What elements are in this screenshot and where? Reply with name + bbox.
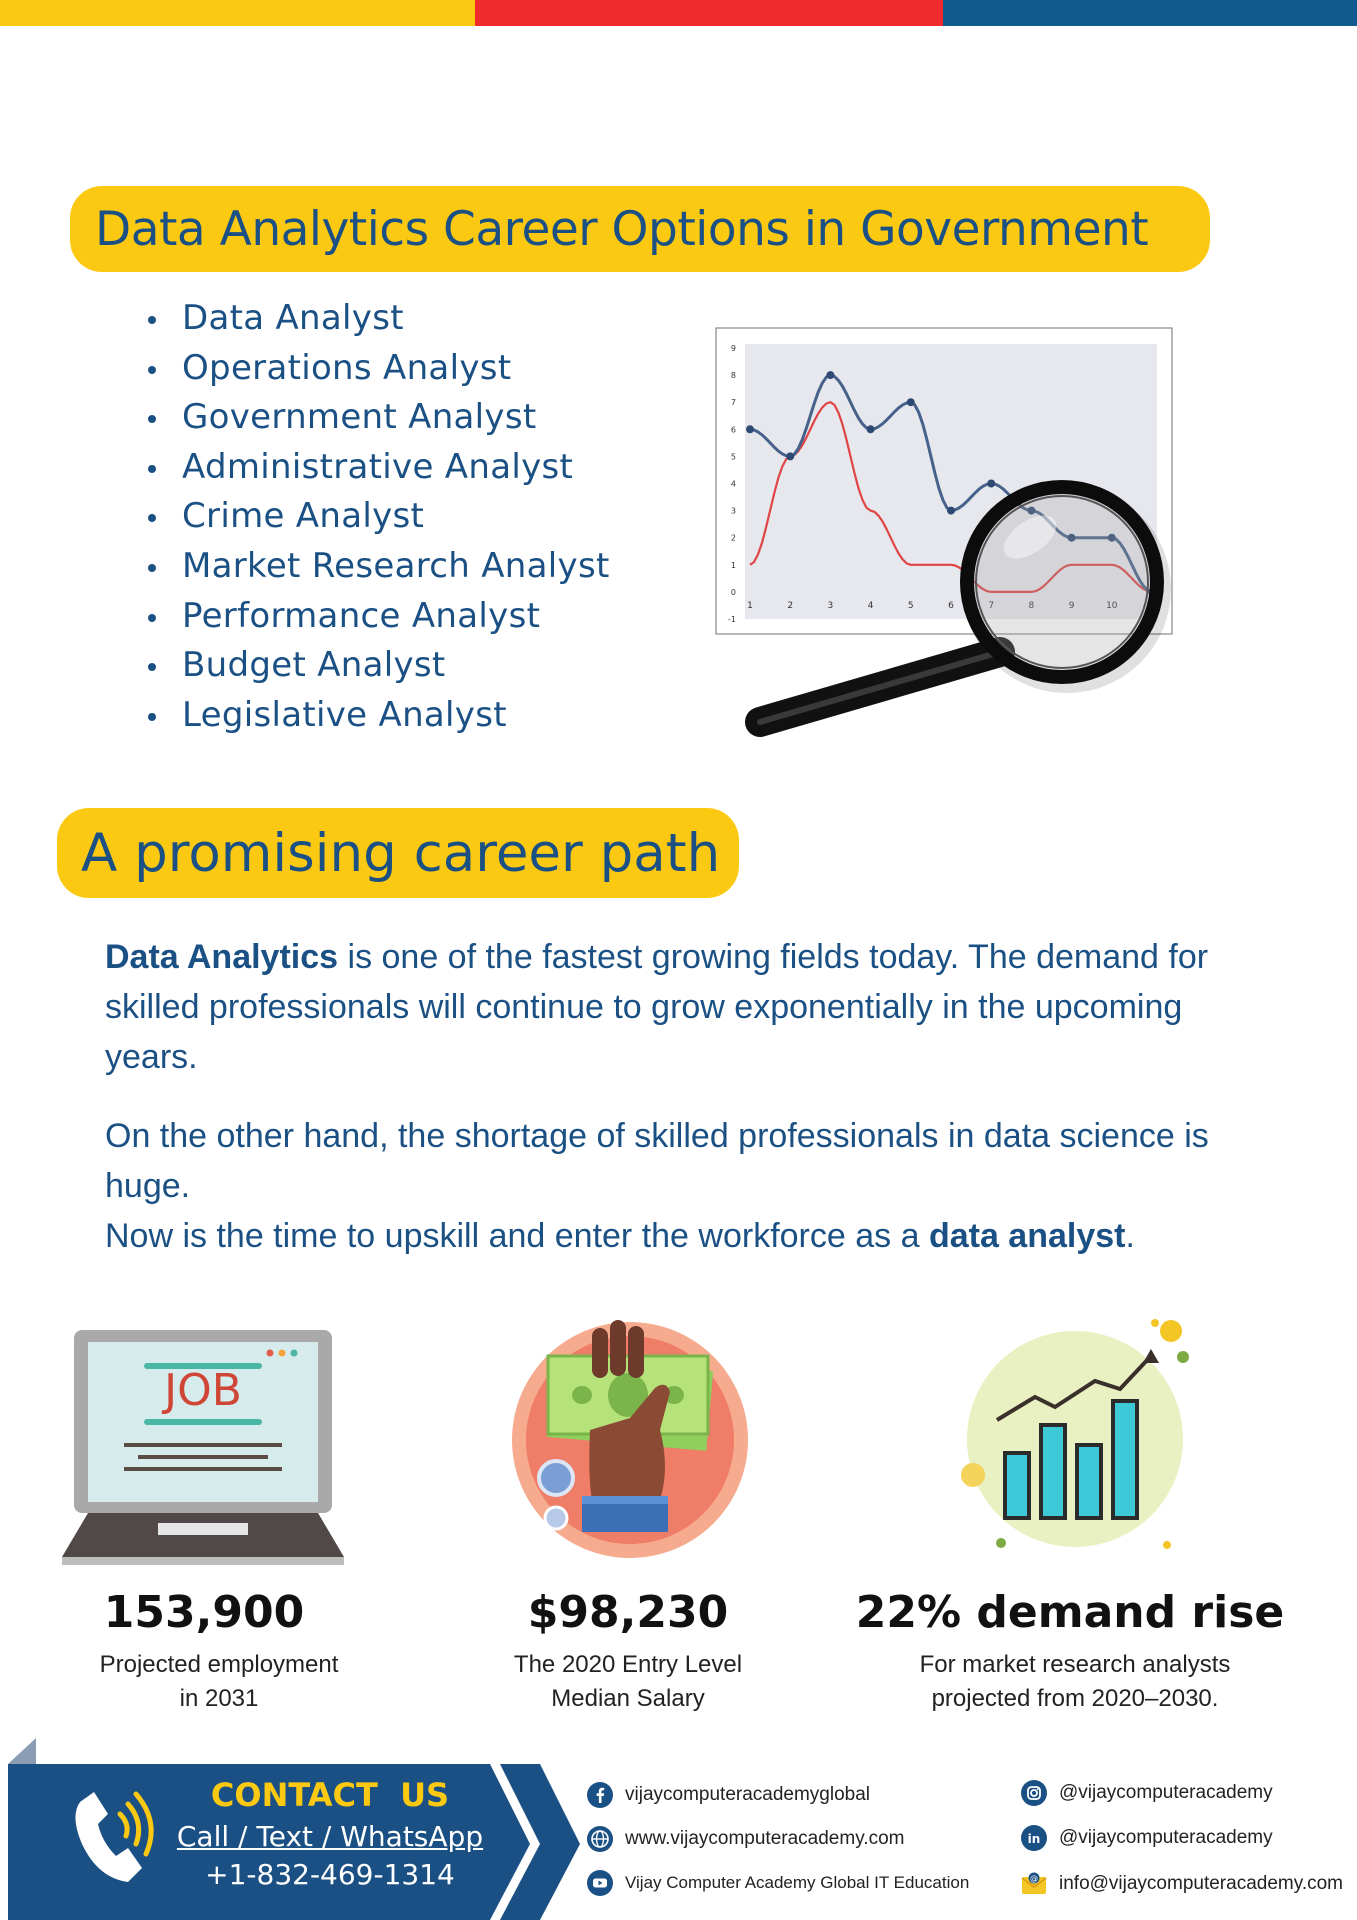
- youtube-icon: [587, 1870, 613, 1896]
- paragraph-3-text: Now is the time to upskill and enter the workforce as a: [105, 1217, 929, 1255]
- career-option-item: Data Analyst: [140, 294, 610, 344]
- phone-icon: [68, 1784, 158, 1894]
- social-linkedin-text: @vijaycomputeracademy: [1059, 1827, 1273, 1848]
- stat-salary-value: $98,230: [527, 1587, 729, 1638]
- contact-phone[interactable]: +1-832-469-1314: [205, 1858, 455, 1891]
- chart-point: [786, 452, 794, 460]
- page-title-text: Data Analytics Career Options in Government: [95, 201, 1149, 257]
- chart-x-tick: 4: [867, 600, 874, 611]
- social-website-text: www.vijaycomputeracademy.com: [625, 1828, 905, 1849]
- job-screen-text: JOB: [164, 1365, 242, 1416]
- bold-data-analyst: data analyst: [928, 1217, 1126, 1255]
- chart-x-tick: 1: [747, 600, 753, 611]
- contact-action-link[interactable]: Call / Text / WhatsApp: [176, 1820, 484, 1853]
- stat-demand-value: 22% demand rise: [855, 1587, 1285, 1638]
- career-option-item: Budget Analyst: [140, 641, 610, 691]
- line-chart-illustration: [700, 312, 1290, 742]
- paragraph-3-end: .: [1125, 1217, 1135, 1255]
- chart-point: [907, 398, 915, 406]
- social-instagram-text: @vijaycomputeracademy: [1059, 1782, 1273, 1803]
- email-icon: [1021, 1871, 1047, 1897]
- chart-y-tick: 1: [730, 560, 736, 570]
- social-facebook-text: vijaycomputeracademyglobal: [625, 1784, 871, 1805]
- svg-text:in: in: [1027, 1832, 1041, 1846]
- chart-x-tick: 6: [948, 600, 954, 611]
- career-paragraph-2: [105, 1111, 1255, 1261]
- chart-x-tick: 3: [827, 600, 834, 611]
- career-paragraph-1: [105, 932, 1255, 1082]
- paragraph-1-text: is one of the fastest growing fields today. The demand for skilled professionals will continue to grow exponentially in the upcoming years.: [105, 938, 1209, 1076]
- bold-data-analytics: Data Analytics: [105, 938, 339, 976]
- career-option-item: Administrative Analyst: [140, 443, 610, 493]
- stat-employment-value: 153,900: [103, 1587, 305, 1638]
- linkedin-icon: [1021, 1825, 1047, 1851]
- chart-y-tick: 8: [730, 371, 736, 381]
- chart-y-tick: 2: [730, 533, 736, 543]
- chart-point: [867, 425, 875, 433]
- money-hand-icon: [510, 1318, 750, 1566]
- chart-y-tick: -1: [728, 615, 736, 624]
- chart-y-tick: 9: [730, 344, 736, 353]
- career-option-item: Operations Analyst: [140, 344, 610, 394]
- instagram-icon: [1021, 1780, 1047, 1806]
- paragraph-2-text: On the other hand, the shortage of skilled professionals in data science is huge.: [105, 1117, 1209, 1205]
- top-bar-blue: [943, 0, 1357, 26]
- facebook-icon: [587, 1782, 613, 1808]
- social-linkedin[interactable]: [1021, 1825, 1273, 1851]
- chart-x-tick: 5: [907, 600, 914, 611]
- social-email[interactable]: [1021, 1871, 1343, 1897]
- social-youtube-text: Vijay Computer Academy Global IT Education: [625, 1873, 970, 1892]
- page-title: [70, 186, 1210, 272]
- career-path-heading-text: A promising career path: [81, 822, 721, 884]
- stat-employment-desc: Projected employment in 2031: [99, 1651, 339, 1712]
- chart-point: [746, 425, 754, 433]
- chart-y-tick: 7: [730, 398, 736, 408]
- career-option-item: Government Analyst: [140, 393, 610, 443]
- chart-point: [947, 507, 955, 515]
- career-option-item: Market Research Analyst: [140, 542, 610, 592]
- career-option-item: Performance Analyst: [140, 592, 610, 642]
- social-website[interactable]: [587, 1826, 904, 1852]
- career-option-item: Legislative Analyst: [140, 691, 610, 741]
- globe-icon: [587, 1826, 613, 1852]
- top-bar-yellow: [0, 0, 475, 26]
- contact-heading: CONTACT US: [210, 1776, 450, 1814]
- chart-y-tick: 6: [730, 425, 736, 435]
- career-path-heading: [57, 808, 739, 898]
- career-options-list: [140, 294, 610, 740]
- chart-y-tick: 5: [730, 452, 736, 462]
- social-instagram[interactable]: [1021, 1780, 1273, 1806]
- career-option-item: Crime Analyst: [140, 492, 610, 542]
- laptop-job-icon: [62, 1325, 347, 1565]
- social-facebook[interactable]: [587, 1782, 870, 1808]
- chart-x-tick: 2: [787, 600, 794, 611]
- top-bar-red: [475, 0, 943, 26]
- svg-text:@: @: [1030, 1874, 1038, 1883]
- chart-y-tick: 4: [730, 479, 736, 489]
- chart-y-tick: 3: [730, 506, 736, 516]
- social-email-text: info@vijaycomputeracademy.com: [1059, 1873, 1343, 1894]
- chart-point: [826, 371, 834, 379]
- social-youtube[interactable]: [587, 1870, 969, 1896]
- stat-demand-desc: For market research analysts projected from 2020–2030.: [919, 1651, 1231, 1712]
- stat-salary-desc: The 2020 Entry Level Median Salary: [513, 1651, 743, 1712]
- chart-y-tick: 0: [730, 587, 736, 597]
- chart-point: [987, 480, 995, 488]
- growth-chart-icon: [955, 1315, 1210, 1555]
